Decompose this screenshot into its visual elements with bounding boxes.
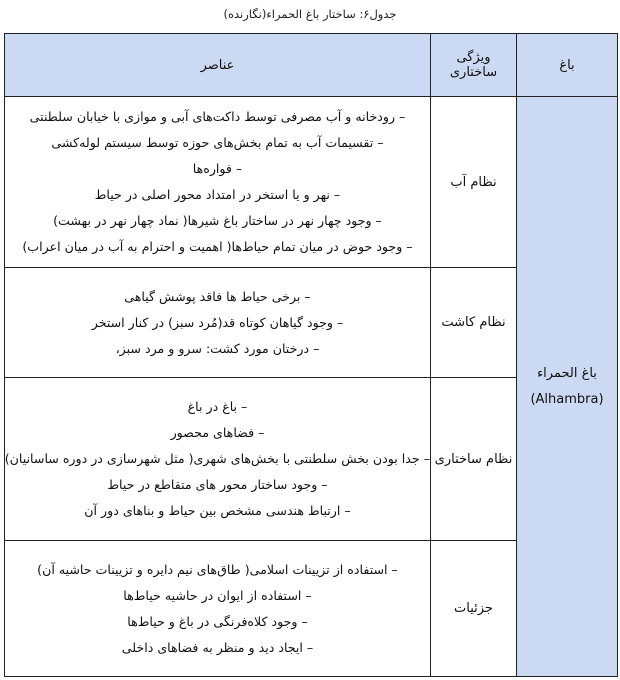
- header-elements: عناصر: [5, 34, 431, 97]
- list-item: – جدا بودن بخش سلطنتی با بخش‌های شهری( مثل شهرسازی در دوره ساسانیان): [4, 451, 430, 466]
- table-caption: جدول۶: ساختار باغ الحمراء(نگارنده): [223, 7, 397, 21]
- list-item: – برخی حیاط ها فاقد پوشش گیاهی: [124, 288, 311, 304]
- header-feature: ویژگی ساختاری: [431, 34, 517, 97]
- feature-cell: نظام کاشت: [431, 268, 517, 378]
- elements-cell: [5, 268, 431, 378]
- list-item: – تقسیمات آب به تمام بخش‌های حوزه توسط سیستم لوله‌کشی: [51, 135, 384, 150]
- list-item: – وجود حوض در میان تمام حیاط‌ها( اهمیت و احترام به آب در میان اعراب): [22, 239, 413, 254]
- garden-name-cell: [517, 97, 618, 677]
- list-item: – وجود کلاه‌فرنگی در باغ و حیاط‌ها: [127, 613, 308, 629]
- list-item: – وجود چهار نهر در ساختار باغ شیرها( نماد چهار نهر در بهشت): [53, 213, 382, 228]
- feature-cell: نظام آب: [431, 97, 517, 268]
- table-row: [5, 97, 618, 268]
- list-item: – رودخانه و آب مصرفی توسط داکت‌های آبی و موازی با خیابان سلطنتی: [29, 109, 406, 124]
- feature-cell: نظام ساختاری: [431, 378, 517, 541]
- list-item: – ایجاد دید و منظر به فضاهای داخلی: [121, 639, 314, 655]
- garden-name: باغ الحمراء: [537, 365, 597, 381]
- list-item: – استفاده از ایوان در حاشیه حیاط‌ها: [123, 587, 312, 603]
- list-item: – فواره‌ها: [192, 161, 243, 176]
- list-item: – درختان مورد کشت: سرو و مرد سبز،: [115, 340, 320, 356]
- header-row: [5, 34, 618, 97]
- elements-cell: [5, 541, 431, 677]
- alhambra-structure-table: [4, 33, 618, 677]
- elements-cell: [5, 97, 431, 268]
- list-item: – استفاده از تزیینات اسلامی( طاق‌های نیم دایره و تزیینات حاشیه آن): [37, 561, 398, 577]
- list-item: – نهر و یا استخر در امتداد محور اصلی در حیاط: [94, 187, 341, 202]
- elements-cell: [5, 378, 431, 541]
- feature-cell: جزئیات: [431, 541, 517, 677]
- garden-name-en: (Alhambra): [530, 391, 604, 407]
- list-item: – وجود ساختار محور های متقاطع در حیاط: [107, 477, 328, 492]
- list-item: – باغ در باغ: [187, 399, 248, 414]
- header-garden: باغ: [517, 34, 618, 97]
- list-item: – وجود گیاهان کوتاه قد(مُرد سبز) در کنار استخر: [91, 314, 344, 330]
- list-item: – فضاهای محصور: [170, 425, 265, 440]
- list-item: – ارتباط هندسی مشخص بین حیاط و بناهای دور آن: [84, 503, 351, 518]
